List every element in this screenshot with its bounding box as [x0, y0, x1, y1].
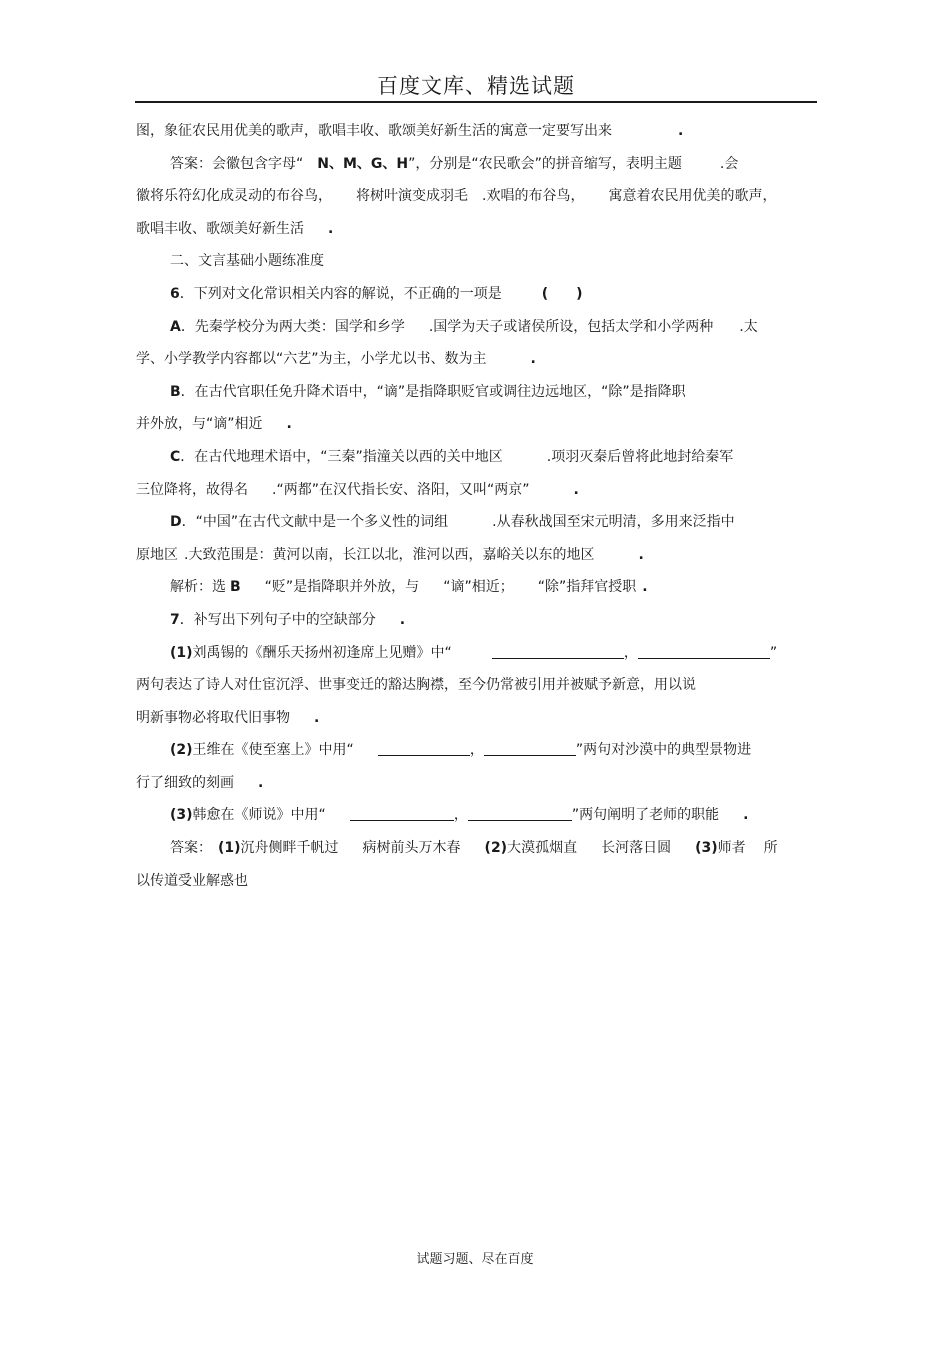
paragraph-line: 三位降将，故得名 .“两都”在汉代指长安、洛阳，又叫“两京” . — [136, 481, 579, 498]
option-a: A．先秦学校分为两大类：国学和乡学 .国学为天子或诸侯所设，包括太学和小学两种 .太 — [170, 318, 758, 335]
sentence-1: (1)刘禹锡的《酬乐天扬州初逢席上见赠》中“ ， ” — [170, 644, 778, 661]
sentence-3: (3)韩愈在《师说》中用“ ， ”两句阐明了老师的职能 . — [170, 807, 749, 824]
answer-paragraph-7: 答案： (1)沉舟侧畔千帆过 病树前头万木春 (2)大漠孤烟直 长河落日圆 (3)师者 所 — [170, 840, 778, 857]
question-7: 7．补写出下列句子中的空缺部分 . — [170, 611, 406, 628]
paragraph-line: 两句表达了诗人对仕宦沉浮、世事变迁的豁达胸襟，至今仍常被引用并被赋予新意，用以说 — [136, 677, 696, 694]
section-heading: 二、文言基础小题练准度 — [170, 253, 324, 270]
fill-blank — [484, 741, 576, 756]
paragraph-line: 歌唱丰收、歌颂美好新生活 . — [136, 220, 334, 237]
paragraph-line: 徽将乐符幻化成灵动的布谷鸟， 将树叶演变成羽毛 .欢唱的布谷鸟， 寓意着农民用优美的歌声， — [136, 188, 777, 205]
paragraph-line: 行了细致的刻画 . — [136, 774, 264, 791]
paragraph-line: 学、小学教学内容都以“六艺”为主，小学尤以书、数为主 . — [136, 351, 536, 368]
question-6: 6．下列对文化常识相关内容的解说，不正确的一项是 ( ) — [170, 285, 583, 302]
fill-blank — [492, 644, 624, 659]
paragraph-line: 原地区 .大致范围是：黄河以南，长江以北，淮河以西，嘉峪关以东的地区 . — [136, 546, 644, 563]
page-footer: 试题习题、尽在百度 — [416, 1252, 534, 1267]
analysis-paragraph: 解析：选 B “贬”是指降职并外放，与 “谪”相近； “除”指拜官授职 . — [170, 579, 648, 596]
fill-blank — [350, 806, 454, 821]
header-rule — [135, 101, 817, 103]
fill-blank — [638, 644, 770, 659]
paragraph-line: 以传道受业解惑也 — [136, 872, 248, 889]
sentence-2: (2)王维在《使至塞上》中用“ ， ”两句对沙漠中的典型景物进 — [170, 742, 752, 759]
fill-blank — [468, 806, 572, 821]
answer-paragraph: 答案：会徽包含字母“ N、M、G、H”，分别是“农民歌会”的拼音缩写，表明主题 .会 — [170, 155, 739, 172]
fill-blank — [378, 741, 470, 756]
option-d: D．“中国”在古代文献中是一个多义性的词组 .从春秋战国至宋元明清，多用来泛指中 — [170, 514, 735, 531]
paragraph-line: 明新事物必将取代旧事物 . — [136, 709, 320, 726]
page-title: 百度文库、精选试题 — [377, 74, 575, 98]
paragraph-line: 图，象征农民用优美的歌声，歌唱丰收、歌颂美好新生活的寓意一定要写出来 . — [136, 123, 684, 139]
paragraph-line: 并外放，与“谪”相近 . — [136, 416, 292, 433]
option-b: B．在古代官职任免升降术语中，“谪”是指降职贬官或调往边远地区，“除”是指降职 — [170, 383, 686, 400]
document-body — [136, 115, 816, 897]
option-c: C．在古代地理术语中，“三秦”指潼关以西的关中地区 .项羽灭秦后曾将此地封给秦军 — [170, 448, 734, 465]
